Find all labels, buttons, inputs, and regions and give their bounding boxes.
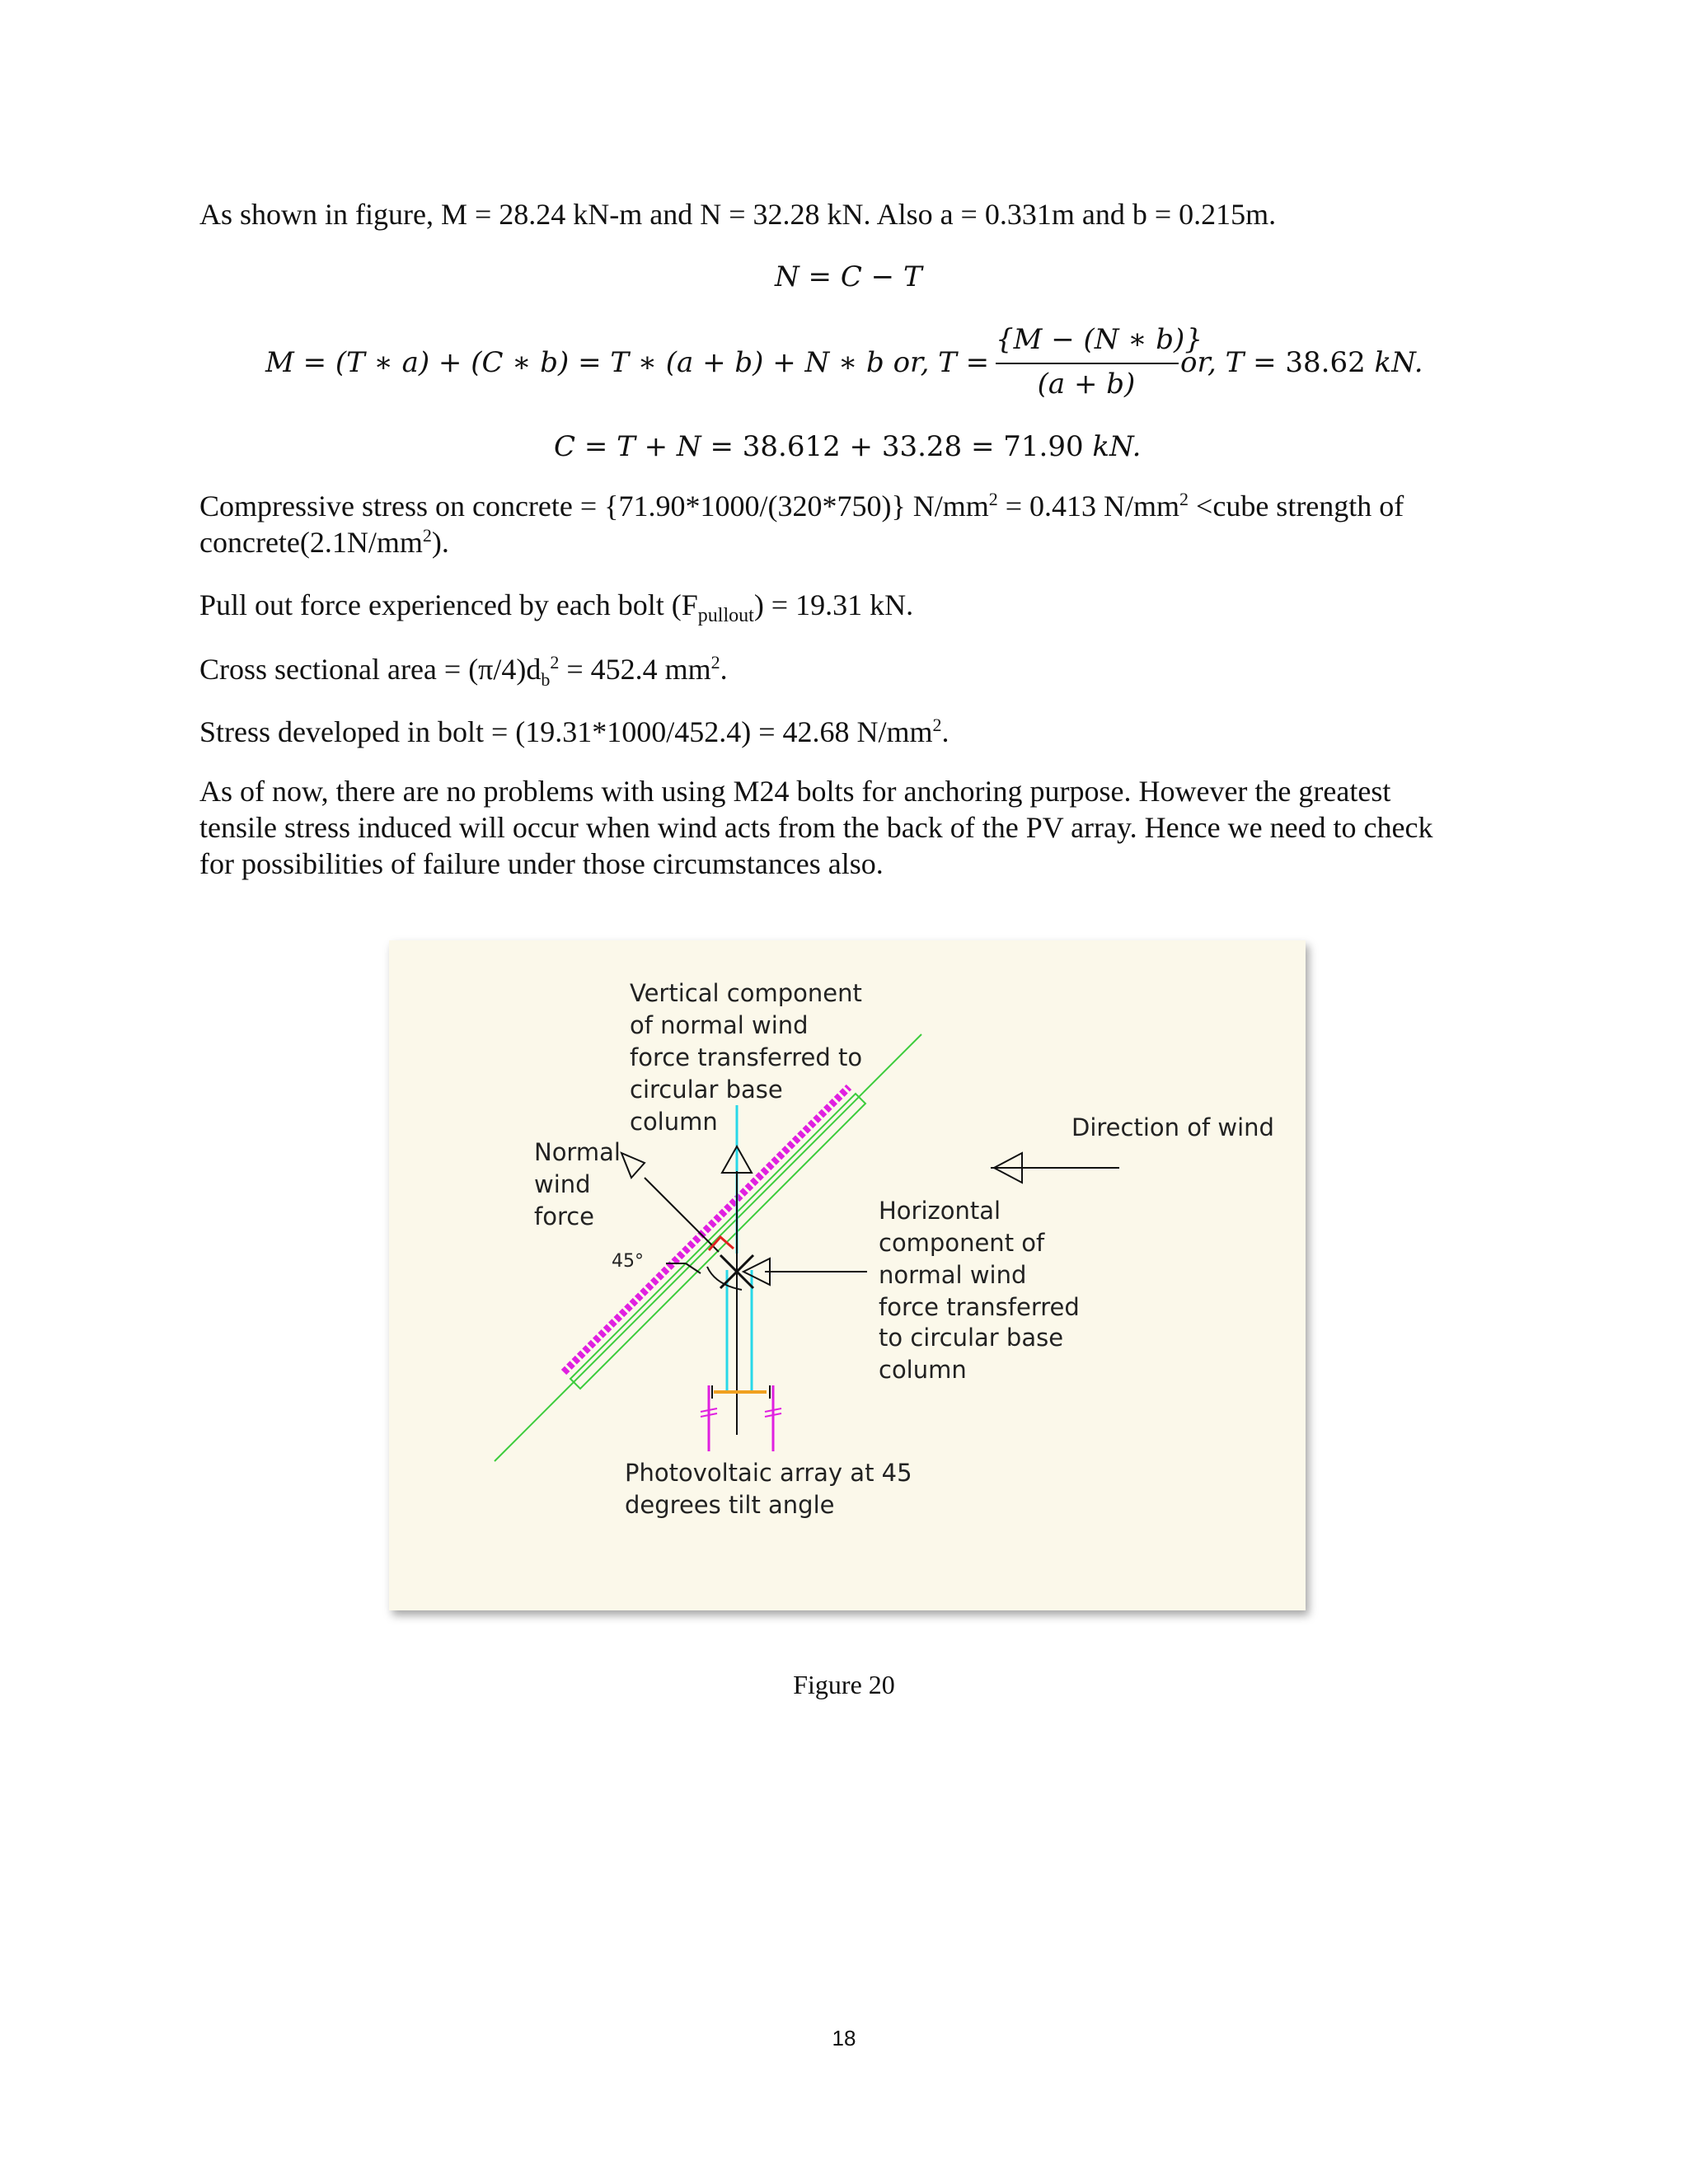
conclusion-paragraph: As of now, there are no problems with using M24 bolts for anchoring purpose. However the greatest tensile stress induced will occur when wind acts from the back of the PV array. Hence we need to check for possibilities of failure under those circumstances also.	[199, 775, 1433, 880]
label-horizontal-component	[879, 1197, 1080, 1384]
label-pv-array	[625, 1459, 912, 1519]
svg-text:circular base: circular base	[630, 1076, 783, 1104]
intro-paragraph: As shown in figure, M = 28.24 kN-m and N = 32.28 kN. Also a = 0.331m and b = 0.215m.	[199, 198, 1277, 231]
wind-direction-arrow	[991, 1153, 1119, 1183]
equation-moment-right: or, T = 38.62 kN.	[1180, 346, 1423, 379]
bolt-stress-paragraph: Stress developed in bolt = (19.31*1000/452.4) = 42.68 $N/mm^2$.	[199, 715, 950, 748]
label-vertical-component	[630, 979, 862, 1136]
compressive-stress-paragraph: Compressive stress on concrete = {71.90*1000/(320*750)} $N/mm^2 = 0.413$ $N/mm^2$ <cube strength of $concrete(2.1N/mm^2)$.	[199, 489, 1404, 559]
svg-text:force transferred to: force transferred to	[630, 1043, 863, 1071]
svg-text:normal wind: normal wind	[879, 1261, 1027, 1289]
label-direction-of-wind: Direction of wind	[1071, 1113, 1274, 1141]
svg-text:Photovoltaic array at 45: Photovoltaic array at 45	[625, 1459, 912, 1487]
normal-force-arrow	[621, 1153, 719, 1252]
pullout-force-paragraph: Pull out force experienced by each bolt $(F_{pullout}) = 19.31$ kN.	[199, 588, 914, 627]
svg-text:Vertical component: Vertical component	[630, 979, 862, 1007]
svg-text:of normal wind: of normal wind	[630, 1011, 809, 1039]
equation-c-value: C = T + N = 38.612 + 33.28 = 71.90 kN.	[554, 430, 1142, 463]
label-normal-wind-force	[534, 1138, 621, 1230]
figure-20-diagram	[389, 940, 1306, 1610]
svg-text:force: force	[534, 1202, 595, 1230]
equation-moment-left: M = (T ∗ a) + (C ∗ b) = T ∗ (a + b) + N ∗ b or, T =	[265, 346, 990, 379]
label-45-degrees: 45°	[612, 1251, 644, 1272]
svg-text:to circular base: to circular base	[879, 1324, 1064, 1352]
page-number: 18	[832, 2026, 856, 2050]
base-plate	[712, 1385, 770, 1399]
svg-text:component of: component of	[879, 1229, 1045, 1257]
pv-array-force-diagram	[389, 940, 1306, 1610]
svg-text:column: column	[879, 1356, 967, 1384]
svg-text:Normal: Normal	[534, 1138, 621, 1166]
equation-fraction-bar	[996, 363, 1179, 364]
figure-caption: Figure 20	[793, 1670, 895, 1699]
equation-fraction-denominator: (a + b)	[1037, 368, 1136, 401]
svg-text:Horizontal: Horizontal	[879, 1197, 1001, 1225]
svg-text:wind: wind	[534, 1170, 591, 1198]
svg-text:column: column	[630, 1108, 718, 1136]
cross-sectional-area-paragraph: Cross sectional area = $(\pi/4)d_b^2 = 452.4$ $mm^2$.	[199, 652, 728, 691]
horizontal-force-arrow	[743, 1258, 867, 1285]
svg-text:force transferred: force transferred	[879, 1293, 1080, 1321]
svg-text:degrees tilt angle: degrees tilt angle	[625, 1491, 835, 1519]
equation-n-equals-c-minus-t: N = C − T	[775, 260, 922, 293]
equation-fraction-numerator: {M − (N ∗ b)}	[996, 323, 1203, 356]
